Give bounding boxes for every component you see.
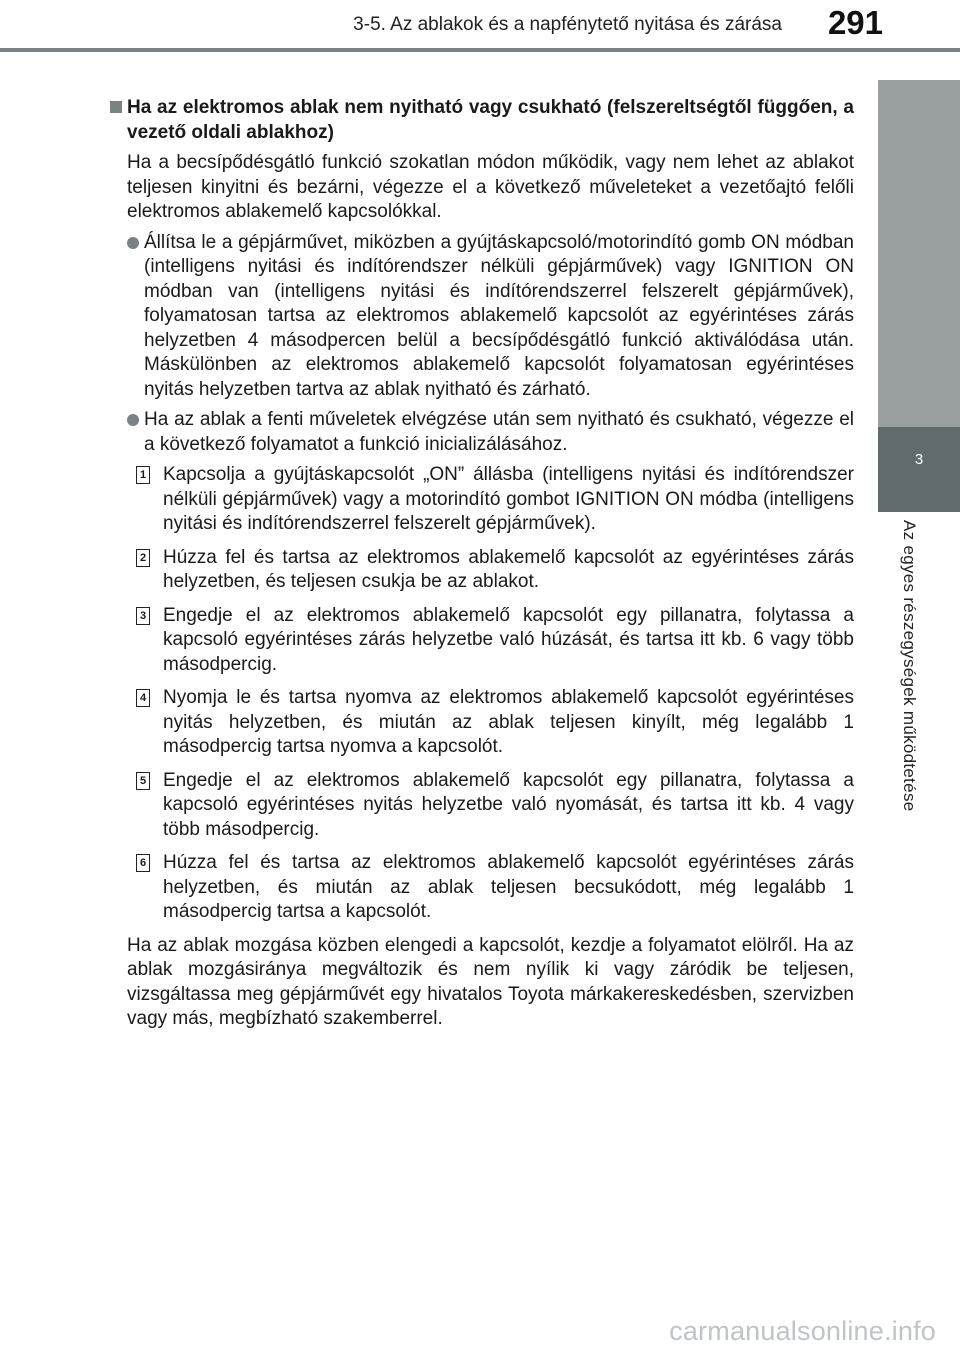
step-number-badge: 3 <box>136 607 150 625</box>
step-item <box>110 546 854 595</box>
step-text: Engedje el az elektromos ablakemelő kapcsolót egy pillanatra, folytassa a kapcsoló egyérintéses zárás helyzetbe való húzását, és tartsa itt kb. 6 vagy több másodpercig. <box>163 604 854 675</box>
step-text: Húzza fel és tartsa az elektromos ablakemelő kapcsolót az egyérintéses zárás helyzetben, és teljesen csukja be az ablakot. <box>163 546 854 592</box>
bullet-text: Ha az ablak a fenti műveletek elvégzése után sem nyitható és csukható, végezze el a következő folyamatot a funkció inicializálásához. <box>144 409 854 455</box>
circle-bullet-icon <box>127 414 139 426</box>
closing-paragraph: Ha az ablak mozgása közben elengedi a kapcsolót, kezdje a folyamatot elölről. Ha az ablak mozgásiránya megváltozik és nem nyílik ki vagy záródik be teljesen, vizsgáltassa meg gépjárművét egy hivatalos Toyota márkakereskedésben, szervizben vagy más, megbízható szakemberrel. <box>127 934 854 1029</box>
step-number-badge: 5 <box>136 772 150 790</box>
section-heading <box>110 96 854 145</box>
step-number-badge: 6 <box>136 854 150 872</box>
page-header <box>0 0 960 80</box>
step-text: Nyomja le és tartsa nyomva az elektromos ablakemelő kapcsolót egyérintéses nyitás helyzetben, és miután az ablak teljesen kinyílt, még legalább 1 másodpercig tartsa nyomva a kapcsolót. <box>163 687 854 757</box>
step-item <box>110 851 854 925</box>
side-tab-background <box>878 80 960 427</box>
square-bullet-icon <box>110 101 122 113</box>
page-content <box>110 96 854 1032</box>
header-rule <box>0 48 960 52</box>
step-number-badge: 2 <box>136 549 150 567</box>
step-item <box>110 769 854 843</box>
watermark: carmanualsonline.info <box>669 1316 936 1346</box>
bullet-text: Állítsa le a gépjárművet, miközben a gyújtáskapcsoló/motorindító gomb ON módban (intelligens nyitási és indítórendszer nélküli gépjárművek) vagy IGNITION ON módban van (intelligens nyitási és indítórendszerrel felszerelt gépjárművek), folyamatosan tartsa az elektromos ablakemelő kapcsolót az egyérintéses zárás helyzetben 4 másodpercen belül a becsípődésgátló funkció aktiválódása után. Máskülönben az elektromos ablakemelő kapcsolót folyamatosan egyérintéses nyitás helyzetben tartva az ablak nyitható és zárható. <box>144 231 854 400</box>
bullet-item <box>110 408 854 457</box>
intro-paragraph: Ha a becsípődésgátló funkció szokatlan módon működik, vagy nem lehet az ablakot teljesen kinyitni és bezárni, végezze el a következő műveleteket a vezetőajtó felőli elektromos ablakemelő kapcsolókkal. <box>127 152 854 222</box>
chapter-number-block <box>878 427 960 512</box>
page-number: 291 <box>827 4 883 41</box>
chapter-side-tab <box>878 80 960 1352</box>
chapter-number: 3 <box>914 451 924 468</box>
header-title: 3-5. Az ablakok és a napfénytető nyitása és zárása <box>353 14 782 35</box>
step-text: Kapcsolja a gyújtáskapcsolót „ON” állásba (intelligens nyitási és indítórendszer nélküli gépjárművek) vagy a motorindító gombot IGNITION ON módba (intelligens nyitási és indítórendszerrel felszerelt gépjárművek). <box>163 464 854 534</box>
step-item <box>110 463 854 537</box>
section-heading-text: Ha az elektromos ablak nem nyitható vagy csukható (felszereltségtől függően, a vezető oldali ablakhoz) <box>127 97 854 143</box>
bullet-item <box>110 231 854 403</box>
step-item <box>110 604 854 678</box>
step-text: Engedje el az elektromos ablakemelő kapcsolót egy pillanatra, folytassa a kapcsoló egyérintéses nyitás helyzetbe való nyomását, és tartsa itt kb. 4 vagy több másodpercig. <box>163 769 854 840</box>
circle-bullet-icon <box>127 237 139 249</box>
step-number-badge: 1 <box>136 466 150 484</box>
step-number-badge: 4 <box>136 689 150 707</box>
chapter-title: Az egyes részegységek működtetése <box>900 520 919 812</box>
step-item <box>110 686 854 760</box>
step-text: Húzza fel és tartsa az elektromos ablakemelő kapcsolót egyérintéses zárás helyzetben, és miután az ablak teljesen becsukódott, még legalább 1 másodpercig tartsa a kapcsolót. <box>163 852 854 922</box>
